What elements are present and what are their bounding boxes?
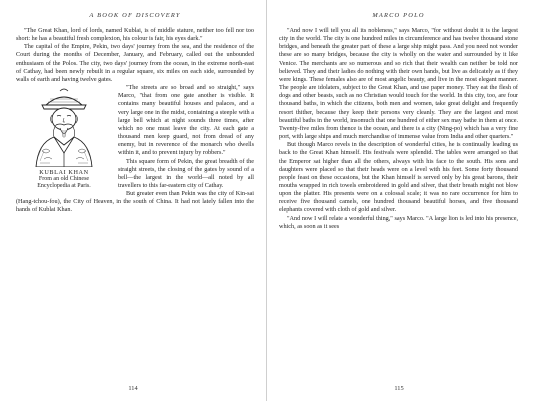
left-paragraph-5: But greater even than Pekin was the city of Kin-sai (Hang-tchou-fou), the City of Heaven, in the south of China. It had not lately fallen into the hands of Kublai Khan. [16, 190, 254, 214]
left-page [0, 0, 266, 401]
left-running-head: A BOOK OF DISCOVERY [89, 12, 181, 19]
left-paragraph-2: The capital of the Empire, Pekin, two days' journey from the sea, and the residence of the Court during the months of December, January, and February, called out the unbounded enthusiasm of the Polos. The city, two days' journey from the ocean, in the extreme north-east of Cathay, had been newly rebuilt in a regular square, six miles on each side, surrounded by walls of earth and having twelve gates. [16, 43, 254, 83]
left-paragraph-1: "The Great Khan, lord of lords, named Kublai, is of middle stature, neither too fell nor too short: he has a beautiful fresh complexion, his colour is fair, his eyes dark." [16, 27, 254, 43]
right-page [266, 0, 532, 401]
right-page-number: 115 [394, 385, 404, 392]
figure-caption-title: KUBLAI KHAN [39, 169, 89, 177]
right-page-body [279, 27, 518, 231]
right-paragraph-1: "And now I will tell you all its nobleness," says Marco, "for without doubt it is the largest city in the world. The city is one hundred miles in circumference and has twelve thousand stone bridges, and beneath the greater part of these a large ship might pass. And you need not wonder these are so many bridges, because the city is wholly on the water and surrounded by it like Venice. The merchants are so numerous and so rich that their wealth can neither be told nor believed. They and their ladies do nothing with their own hands, but live as delicately as if they were kings. These females also are of most angelic beauty, and live in the most elegant manner. The people are idolaters, subject to the Great Khan, and use paper money. They eat the flesh of dogs and other beasts, such as no Christian would touch for the world. In this city, too, are four thousand baths, in which the citizens, both men and women, take great delight and frequently resort thither, because they keep their persons very cleanly. They are the largest and most beautiful baths in the world, insomuch that one hundred of either sex may bathe in them at once. Twenty-five miles from thence is the ocean, and there is a city (Ning-po) which has a very fine port, with large ships and much merchandise of immense value from India and other quarters." [279, 27, 518, 141]
right-paragraph-3: "And now I will relate a wonderful thing," says Marco. "A large lion is led into his presence, which, as soon as it sees [279, 214, 518, 230]
right-paragraph-2: But though Marco revels in the description of wonderful cities, he is continually leading us back to the Great Khan himself. His festivals were splendid. The tables were arranged so that the Emperor sat higher than all the others, always with his face to the south. His sons and daughters were placed so that their heads were on a level with his feet. Some forty thousand people feast on these occasions, but the Khan himself is served only by his great barons, their mouths wrapped in rich towels embroidered in gold and silver, that their breath might not blow upon the platter. His presents were on a colossal scale; it was no rare occurrence for him to receive five thousand camels, one hundred thousand beautiful horses, and five thousand elephants covered with cloth of gold and silver. [279, 141, 518, 214]
right-running-head: MARCO POLO [372, 12, 425, 19]
left-page-body [16, 27, 254, 215]
left-page-number: 114 [128, 385, 138, 392]
left-paragraph-3: "The streets are so broad and so straight," says Marco, "that from one gate another is visible. It contains many beautiful houses and palaces, and a very large one in the midst, containing a steeple with a large bell which at night sounds three times, after which no one must leave the city. At each gate a thousand men keep guard, not from dread of any enemy, but in reverence of the monarch who dwells within it, and to prevent injury by robbers." [118, 84, 254, 157]
left-paragraph-4: This square form of Pekin, the great breadth of the straight streets, the closing of the gates by sound of a bell—the largest in the world—all noted by all travellers to this far-eastern city of Cathay. [118, 157, 254, 189]
kublai-khan-portrait-illustration [16, 87, 112, 167]
figure-caption-line-2: Encyclopedia at Paris. [37, 183, 91, 190]
kublai-khan-figure [16, 87, 112, 190]
figure-caption-line-1: From an old Chinese [38, 176, 90, 183]
